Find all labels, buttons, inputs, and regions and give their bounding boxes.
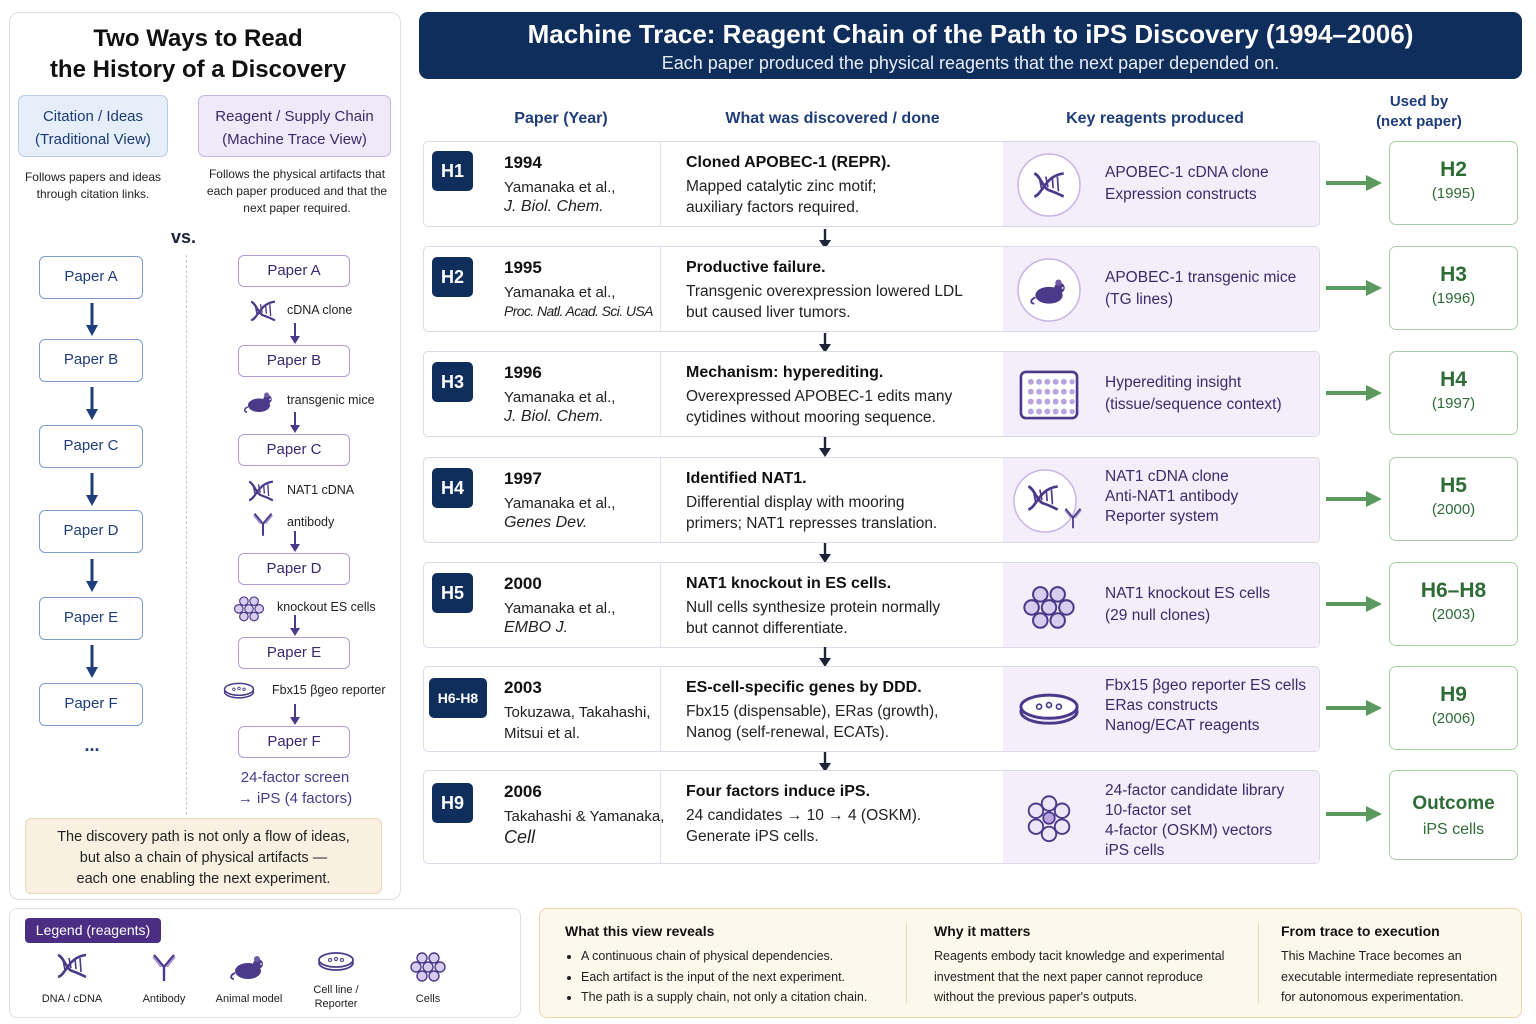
paper-journal: Proc. Natl. Acad. Sci. USA	[504, 303, 653, 319]
paper-authors: Yamanaka et al.,	[504, 389, 616, 406]
right-arrow-icon	[1326, 489, 1382, 509]
reagent-view-label: Reagent / Supply Chain	[215, 108, 374, 125]
info-divider	[1258, 923, 1259, 1003]
reagent-paper-f: Paper F	[238, 726, 350, 758]
paper-journal: J. Biol. Chem.	[504, 408, 604, 425]
matters-heading: Why it matters	[934, 923, 1031, 939]
citation-paper-d: Paper D	[39, 510, 143, 553]
timeline-row-h1	[423, 141, 1320, 227]
used-by-year: (1997)	[1431, 395, 1476, 412]
used-by-year: (2003)	[1431, 606, 1476, 623]
used-by-box-h6-h8	[1389, 562, 1518, 646]
column-header-used-by	[1370, 92, 1468, 132]
down-arrow-icon	[818, 647, 832, 667]
citation-paper-a: Paper A	[39, 256, 143, 299]
info-divider	[906, 923, 907, 1003]
reagents-produced: Fbx15 βgeo reporter ES cells ERas constructs Nanog/ECAT reagents	[1105, 677, 1307, 734]
discovery-title: NAT1 knockout in ES cells.	[686, 575, 892, 592]
reagents-produced: NAT1 cDNA clone Anti-NAT1 antibody Reporter system	[1105, 468, 1239, 525]
legend-label: DNA / cDNA	[41, 993, 103, 1005]
discovery-title: Productive failure.	[686, 259, 826, 276]
row-id-badge: H4	[432, 468, 473, 508]
discovery-title: Cloned APOBEC-1 (REPR).	[686, 154, 891, 171]
outcome-box	[1389, 770, 1518, 860]
discovery-description: Null cells synthesize protein normally but cannot differentiate.	[686, 599, 941, 637]
view-divider	[186, 255, 187, 815]
reagent-arrow-down-icon	[288, 412, 302, 434]
reagent-artifact-label: Fbx15 βgeo reporter	[272, 683, 386, 697]
down-arrow-icon	[818, 543, 832, 563]
dna-icon	[52, 949, 92, 983]
mouse-icon	[242, 386, 276, 416]
legend-label: Animal model	[215, 993, 283, 1005]
mouse-icon	[1016, 257, 1082, 323]
reagent-view-box	[198, 95, 391, 157]
discovery-description: Fbx15 (dispensable), ERas (growth), Nanog (self-renewal, ECATs).	[686, 703, 939, 741]
cells-icon	[232, 593, 266, 623]
citation-paper-f: Paper F	[39, 683, 143, 726]
discovery-description: Mapped catalytic zinc motif; auxiliary factors required.	[686, 178, 877, 216]
discovery-title: ES-cell-specific genes by DDD.	[686, 679, 922, 696]
reagents-produced: NAT1 knockout ES cells (29 null clones)	[1105, 585, 1271, 624]
reagent-arrow-down-icon	[288, 704, 302, 726]
used-by-year: (2006)	[1431, 710, 1476, 727]
ips-cells-icon	[1016, 785, 1082, 851]
outcome-value: iPS cells	[1422, 821, 1485, 838]
reagents-produced: Hyperediting insight (tissue/sequence context)	[1105, 374, 1282, 413]
discovery-description: Transgenic overexpression lowered LDL but caused liver tumors.	[686, 283, 963, 321]
discovery-description: Differential display with mooring primers; NAT1 represses translation.	[686, 494, 938, 532]
column-header-used-by-line1: Used by	[1389, 93, 1449, 110]
reagents-produced: APOBEC-1 transgenic mice (TG lines)	[1105, 269, 1297, 308]
reveals-item: • A continuous chain of physical dependencies.	[581, 946, 867, 967]
reagent-paper-d: Paper D	[238, 553, 350, 585]
citation-arrow-down-icon	[85, 303, 99, 337]
right-arrow-icon	[1326, 383, 1382, 403]
reagent-paper-e: Paper E	[238, 637, 350, 669]
citation-arrow-down-icon	[85, 645, 99, 679]
dna-antibody-icon	[1012, 468, 1090, 534]
reveals-item: • The path is a supply chain, not only a citation chain.	[581, 987, 867, 1008]
timeline-row-h6-h8	[423, 666, 1320, 752]
matters-body: Reagents embody tacit knowledge and experimental investment that the next paper cannot reproduce without the previous paper's outputs.	[934, 949, 1225, 1004]
row-id-badge: H2	[432, 257, 473, 297]
timeline-row-h4	[423, 457, 1320, 543]
left-panel-title: Two Ways to Read the History of a Discovery	[49, 25, 347, 83]
paper-authors: Yamanaka et al.,	[504, 495, 616, 512]
paper-journal: Cell	[504, 827, 536, 847]
page-title: Machine Trace: Reagent Chain of the Path to iPS Discovery (1994–2006)	[527, 19, 1414, 49]
used-by-id: H5	[1440, 474, 1467, 497]
reveals-heading: What this view reveals	[565, 923, 715, 939]
column-header-discovered: What was discovered / done	[725, 110, 940, 127]
paper-year: 2000	[504, 574, 542, 593]
down-arrow-icon	[818, 752, 832, 772]
execution-body: This Machine Trace becomes an executable intermediate representation for autonomous experimentation.	[1281, 949, 1498, 1004]
citation-view-box	[18, 95, 168, 157]
used-by-year: (2000)	[1431, 501, 1476, 518]
reagents-produced: 24-factor candidate library 10-factor set 4-factor (OSKM) vectors iPS cells	[1105, 782, 1285, 859]
timeline-row-h3	[423, 351, 1320, 437]
legend-label: Cells	[415, 993, 441, 1005]
discovery-title: Mechanism: hyperediting.	[686, 364, 884, 381]
row-id-badge: H9	[432, 783, 473, 823]
right-arrow-icon	[1326, 594, 1382, 614]
used-by-id: H9	[1440, 683, 1467, 706]
outcome-label: Outcome	[1412, 793, 1495, 814]
paper-year: 1995	[504, 258, 542, 277]
paper-year: 1994	[504, 153, 542, 172]
left-panel-note: The discovery path is not only a flow of ideas, but also a chain of physical artifacts — each one enabling the next experiment.	[25, 818, 382, 894]
timeline-row-h9	[423, 770, 1320, 864]
vs-label: vs.	[171, 227, 197, 247]
citation-view-label: Citation / Ideas	[42, 108, 144, 125]
used-by-box-h4	[1389, 351, 1518, 435]
reagent-view-sublabel: (Machine Trace View)	[222, 131, 367, 148]
legend-label: Cell line / Reporter	[313, 984, 359, 1010]
right-arrow-icon	[1326, 804, 1382, 824]
reagent-artifact-label: knockout ES cells	[277, 600, 376, 614]
cells-icon	[1016, 573, 1082, 639]
column-header-paper: Paper (Year)	[514, 110, 608, 127]
right-arrow-icon	[1326, 173, 1382, 193]
used-by-id: H2	[1440, 158, 1467, 181]
paper-authors: Tokuzawa, Takahashi, Mitsui et al.	[504, 704, 651, 742]
row-id-badge: H3	[432, 362, 473, 402]
paper-year: 2003	[504, 678, 542, 697]
reagent-artifact-label: transgenic mice	[287, 393, 375, 407]
antibody-icon	[246, 508, 280, 538]
info-panel	[539, 908, 1522, 1018]
reagent-arrow-down-icon	[288, 615, 302, 637]
citation-arrow-down-icon	[85, 387, 99, 421]
citation-paper-c: Paper C	[39, 425, 143, 468]
row-id-badge: H1	[432, 151, 473, 191]
citation-view-sublabel: (Traditional View)	[35, 131, 151, 148]
reagent-paper-b: Paper B	[238, 345, 350, 377]
timeline-row-h2	[423, 246, 1320, 332]
well-plate-icon	[1016, 362, 1082, 428]
citation-ellipsis: ...	[84, 735, 100, 755]
reagent-artifact-label: antibody	[287, 515, 335, 529]
legend-label: Antibody	[142, 993, 186, 1005]
discovery-description: 24 candidates → 10 → 4 (OSKM). Generate iPS cells.	[686, 807, 922, 845]
reagent-artifact-label: NAT1 cDNA	[287, 483, 355, 497]
execution-heading: From trace to execution	[1281, 923, 1440, 939]
petri-dish-icon	[316, 945, 356, 979]
column-header-used-by-line2: (next paper)	[1376, 113, 1462, 130]
used-by-box-h2	[1389, 141, 1518, 225]
citation-arrow-down-icon	[85, 559, 99, 593]
right-arrow-icon	[1326, 278, 1382, 298]
petri-dish-icon	[222, 676, 256, 706]
left-panel	[9, 12, 401, 900]
down-arrow-icon	[818, 437, 832, 457]
row-id-badge: H5	[432, 573, 473, 613]
used-by-id: H6–H8	[1420, 579, 1487, 602]
reagents-produced: APOBEC-1 cDNA clone Expression constructs	[1105, 164, 1269, 203]
paper-year: 1996	[504, 363, 542, 382]
legend-panel	[9, 908, 521, 1018]
reagent-paper-c: Paper C	[238, 434, 350, 466]
legend-title: Legend (reagents)	[25, 918, 161, 943]
citation-arrow-down-icon	[85, 473, 99, 507]
used-by-year: (1996)	[1431, 290, 1476, 307]
reagent-final-step: 24-factor screen → iPS (4 factors)	[237, 769, 353, 807]
used-by-box-h3	[1389, 246, 1518, 330]
discovery-title: Identified NAT1.	[686, 470, 807, 487]
mouse-icon	[228, 949, 268, 983]
used-by-box-h9	[1389, 666, 1518, 750]
row-id-badge: H6-H8	[429, 678, 487, 718]
used-by-id: H4	[1440, 368, 1467, 391]
dna-icon	[246, 296, 280, 326]
petri-dish-icon	[1016, 677, 1082, 743]
timeline-row-h5	[423, 562, 1320, 648]
citation-paper-e: Paper E	[39, 597, 143, 640]
reveals-item: • Each artifact is the input of the next experiment.	[581, 967, 867, 988]
paper-journal: Genes Dev.	[504, 514, 588, 531]
paper-authors: Takahashi & Yamanaka,	[504, 808, 665, 825]
paper-authors: Yamanaka et al.,	[504, 179, 616, 196]
reagent-artifact-label: cDNA clone	[287, 303, 353, 317]
dna-icon	[1016, 152, 1082, 218]
citation-paper-b: Paper B	[39, 339, 143, 382]
reagent-arrow-down-icon	[288, 323, 302, 345]
discovery-title: Four factors induce iPS.	[686, 783, 871, 800]
reagent-view-description: Follows the physical artifacts that each paper produced and that the next paper required.	[206, 167, 388, 215]
dna-icon	[244, 476, 278, 506]
right-arrow-icon	[1326, 698, 1382, 718]
paper-journal: J. Biol. Chem.	[504, 198, 604, 215]
paper-authors: Yamanaka et al.,	[504, 600, 616, 617]
antibody-icon	[144, 949, 184, 983]
paper-journal: EMBO J.	[504, 619, 569, 636]
paper-year: 2006	[504, 782, 542, 801]
discovery-description: Overexpressed APOBEC-1 edits many cytidines without mooring sequence.	[686, 388, 953, 426]
citation-view-description: Follows papers and ideas through citation links.	[24, 170, 162, 201]
down-arrow-icon	[818, 333, 832, 353]
used-by-id: H3	[1440, 263, 1467, 286]
paper-year: 1997	[504, 469, 542, 488]
used-by-year: (1995)	[1431, 185, 1476, 202]
header-banner	[419, 12, 1522, 79]
reagent-arrow-down-icon	[288, 531, 302, 553]
cells-icon	[408, 949, 448, 983]
used-by-box-h5	[1389, 457, 1518, 541]
reagent-paper-a: Paper A	[238, 255, 350, 287]
page-subtitle: Each paper produced the physical reagents that the next paper depended on.	[661, 53, 1280, 73]
reveals-list	[565, 946, 867, 1008]
column-header-reagents: Key reagents produced	[1066, 110, 1244, 127]
paper-authors: Yamanaka et al.,	[504, 284, 616, 301]
